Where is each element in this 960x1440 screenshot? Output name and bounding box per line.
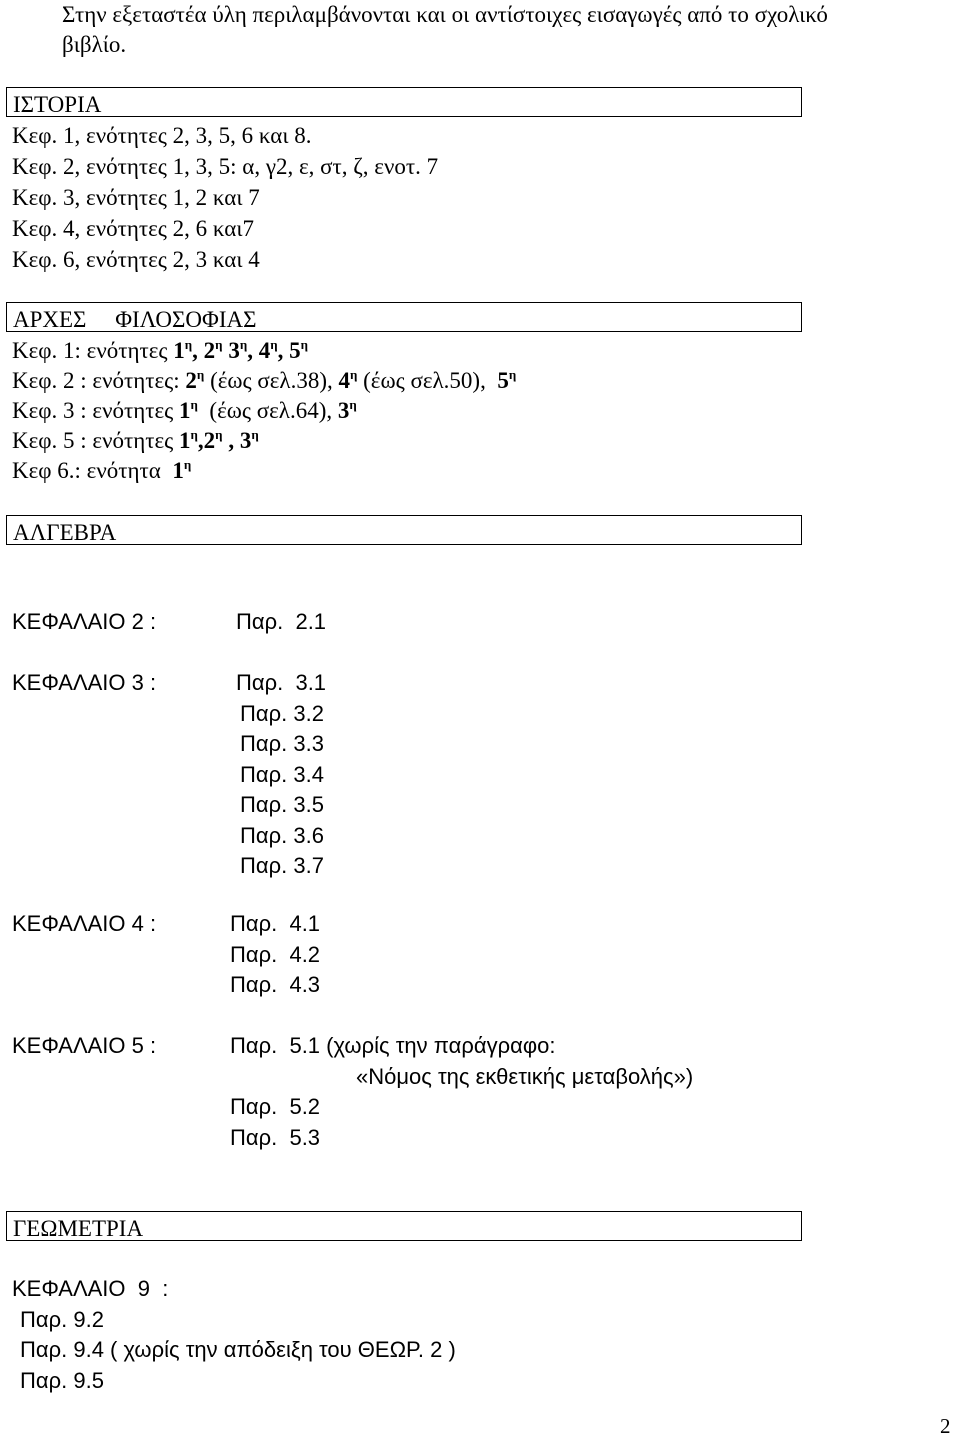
algebra-chapter-5-label: ΚΕΦΑΛΑΙΟ 5 : bbox=[12, 1033, 157, 1058]
algebra-section: Παρ. 4.2 bbox=[230, 942, 321, 967]
history-line: Κεφ. 4, ενότητες 2, 6 και7 bbox=[12, 216, 255, 241]
philosophy-line: Κεφ. 3 : ενότητες $1^\eta$ (έως σελ.64), $3^\eta$ bbox=[12, 397, 357, 423]
algebra-section: Παρ. 5.1 (χωρίς την παράγραφο: bbox=[230, 1033, 556, 1058]
algebra-chapter-4-label: ΚΕΦΑΛΑΙΟ 4 : bbox=[12, 911, 157, 936]
philosophy-line: Κεφ. 2 : ενότητες: $2^\eta$ (έως σελ.38), $4^\eta$ (έως σελ.50), $5^\eta$ bbox=[12, 367, 517, 393]
philosophy-heading: ΑΡΧΕΣ ΦΙΛΟΣΟΦΙΑΣ bbox=[13, 307, 257, 332]
philosophy-line: Κεφ. 1: ενότητες $1^\eta$, $2^\eta$ $3^\eta$, $4^\eta$, $5^\eta$ bbox=[12, 337, 308, 363]
algebra-chapter-2-label: ΚΕΦΑΛΑΙΟ 2 : bbox=[12, 609, 157, 634]
algebra-section-note: «Νόμος της εκθετικής μεταβολής») bbox=[356, 1064, 694, 1089]
history-heading: ΙΣΤΟΡΙΑ bbox=[13, 92, 102, 117]
algebra-section: Παρ. 4.3 bbox=[230, 972, 321, 997]
algebra-section: Παρ. 4.1 bbox=[230, 911, 321, 936]
algebra-heading: ΑΛΓΕΒΡΑ bbox=[13, 520, 117, 545]
geometry-section: Παρ. 9.2 bbox=[20, 1307, 104, 1332]
geometry-heading-box bbox=[6, 1211, 802, 1241]
algebra-section: Παρ. 2.1 bbox=[236, 609, 327, 634]
history-line: Κεφ. 6, ενότητες 2, 3 και 4 bbox=[12, 247, 260, 272]
geometry-section: Παρ. 9.4 ( χωρίς την απόδειξη του ΘΕΩΡ. 2 ) bbox=[20, 1337, 456, 1362]
algebra-chapter-3-label: ΚΕΦΑΛΑΙΟ 3 : bbox=[12, 670, 157, 695]
history-line: Κεφ. 1, ενότητες 2, 3, 5, 6 και 8. bbox=[12, 123, 312, 148]
geometry-chapter-9-label: ΚΕΦΑΛΑΙΟ 9 : bbox=[12, 1276, 169, 1301]
philosophy-line: Κεφ. 5 : ενότητες $1^\eta,2^\eta$ , $3^\eta$ bbox=[12, 427, 259, 453]
philosophy-line: Κεφ 6.: ενότητα $1^\eta$ bbox=[12, 457, 192, 483]
algebra-section: Παρ. 3.5 bbox=[240, 792, 324, 817]
geometry-section: Παρ. 9.5 bbox=[20, 1368, 104, 1393]
algebra-section: Παρ. 5.2 bbox=[230, 1094, 321, 1119]
page-number: 2 bbox=[940, 1414, 951, 1438]
algebra-section: Παρ. 5.3 bbox=[230, 1125, 321, 1150]
intro-line-2: βιβλίο. bbox=[62, 32, 127, 57]
history-heading-box bbox=[6, 87, 802, 117]
algebra-heading-box bbox=[6, 515, 802, 545]
algebra-section: Παρ. 3.3 bbox=[240, 731, 324, 756]
history-line: Κεφ. 2, ενότητες 1, 3, 5: α, γ2, ε, στ, ζ, ενοτ. 7 bbox=[12, 154, 439, 179]
intro-line-1: Στην εξεταστέα ύλη περιλαμβάνονται και οι αντίστοιχες εισαγωγές από το σχολικό bbox=[62, 2, 828, 27]
algebra-section: Παρ. 3.2 bbox=[240, 701, 324, 726]
philosophy-heading-box bbox=[6, 302, 802, 332]
algebra-section: Παρ. 3.7 bbox=[240, 853, 324, 878]
geometry-heading: ΓΕΩΜΕΤΡΙΑ bbox=[13, 1216, 144, 1241]
history-line: Κεφ. 3, ενότητες 1, 2 και 7 bbox=[12, 185, 260, 210]
algebra-section: Παρ. 3.1 bbox=[236, 670, 327, 695]
algebra-section: Παρ. 3.4 bbox=[240, 762, 324, 787]
algebra-section: Παρ. 3.6 bbox=[240, 823, 324, 848]
